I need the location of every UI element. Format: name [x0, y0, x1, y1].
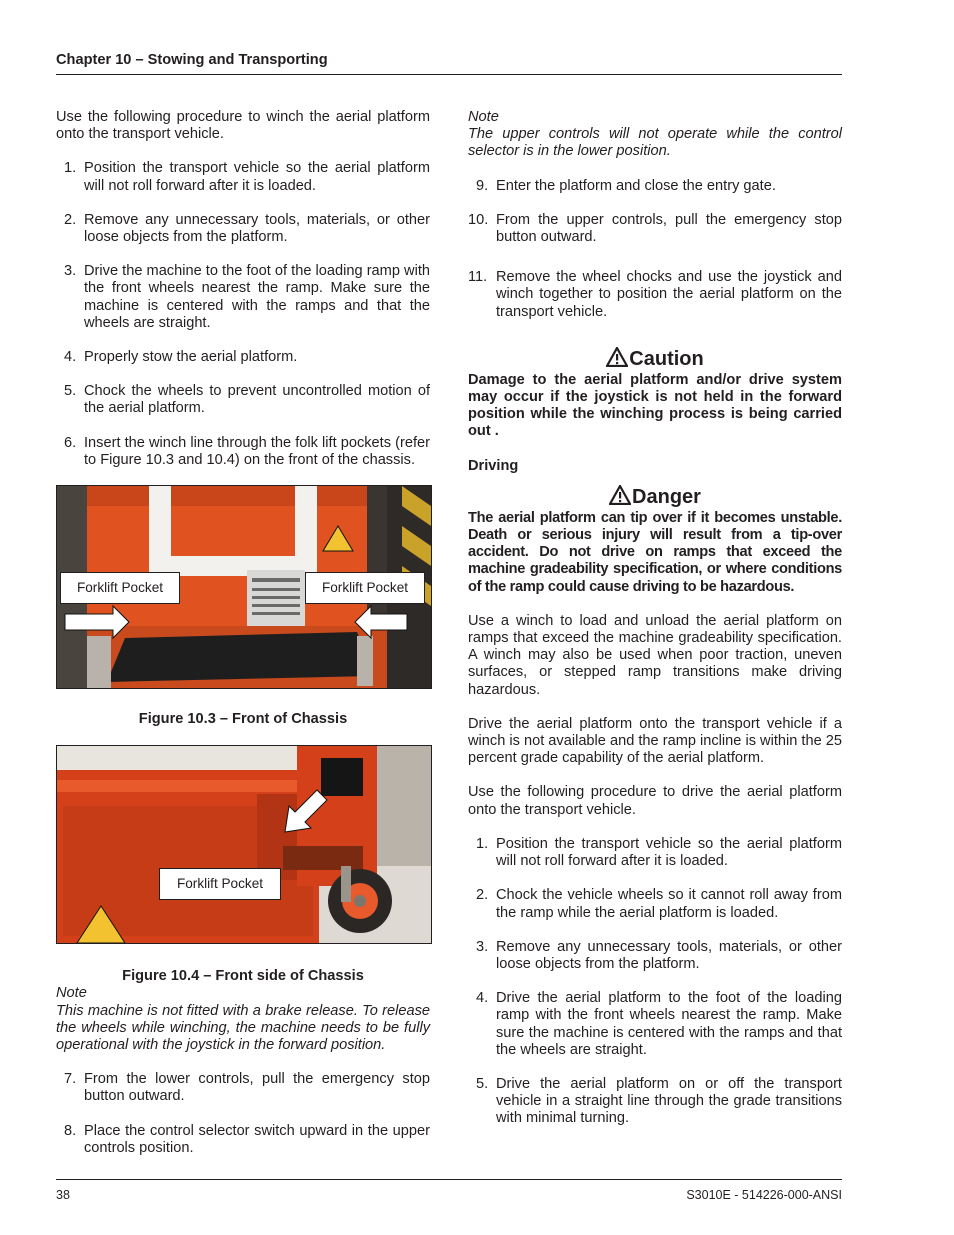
page-number: 38	[56, 1188, 70, 1202]
header-rule	[56, 74, 842, 75]
caution-heading	[468, 347, 842, 372]
step-text: Enter the platform and close the entry gate.	[496, 177, 776, 194]
figure-caption: Figure 10.4 – Front side of Chassis	[122, 968, 364, 985]
list-item	[468, 990, 842, 1059]
list-item	[56, 1071, 430, 1105]
step-text: Remove the wheel chocks and use the joystick and winch together to position the aerial platform on the transport vehicle.	[496, 269, 842, 320]
step-number: 2.	[476, 887, 489, 904]
list-item	[56, 435, 430, 469]
step-number: 10.	[468, 211, 489, 228]
step-number: 2.	[64, 211, 77, 228]
list-item	[468, 939, 842, 973]
list-item	[56, 349, 430, 366]
step-text: From the lower controls, pull the emergency stop button outward.	[84, 1071, 430, 1105]
step-number: 4.	[64, 349, 77, 366]
footer-rule	[56, 1179, 842, 1180]
step-text: From the upper controls, pull the emergency stop button outward.	[496, 211, 842, 246]
step-text: Remove any unnecessary tools, materials, or other loose objects from the platform.	[84, 211, 430, 246]
step-text: Chock the vehicle wheels so it cannot roll away from the ramp while the aerial platform is loaded.	[496, 887, 842, 921]
step-number: 8.	[64, 1122, 77, 1139]
caution-title: Caution	[629, 347, 704, 370]
left-column	[56, 109, 430, 1157]
note-label: Note	[468, 109, 499, 125]
list-item	[468, 887, 842, 921]
step-number: 11.	[468, 269, 488, 286]
callout-forklift-pocket: Forklift Pocket	[159, 868, 281, 900]
intro-paragraph: Use the following procedure to winch the aerial platform onto the transport vehicle.	[56, 109, 430, 143]
figure-front-of-chassis	[56, 485, 432, 689]
danger-heading	[468, 485, 842, 510]
list-item	[56, 212, 430, 246]
list-item	[468, 1076, 842, 1128]
list-item	[468, 836, 842, 870]
list-item	[56, 1123, 430, 1157]
step-text: Chock the wheels to prevent uncontrolled motion of the aerial platform.	[84, 383, 430, 417]
danger-text: The aerial platform can tip over if it becomes unstable. Death or serious injury will result from a tip-over accident. Do not drive on ramps that exceed the machine gradeability specification, or where conditions of the ramp could cause driving to be hazardous.	[468, 509, 842, 595]
chassis-side-photo	[57, 746, 431, 943]
caution-text: Damage to the aerial platform and/or drive system may occur if the joystick is not held in the forward position while the winching process is being carried out .	[468, 371, 842, 440]
step-text: Place the control selector switch upward in the upper controls position.	[84, 1122, 430, 1156]
procedure-intro: Use the following procedure to drive the aerial platform onto the transport vehicle.	[468, 784, 842, 818]
step-number: 4.	[476, 990, 489, 1007]
list-item	[56, 263, 430, 332]
step-text: Position the transport vehicle so the aerial platform will not roll forward after it is loaded.	[496, 835, 842, 870]
list-item	[468, 269, 842, 321]
winch-paragraph: Use a winch to load and unload the aerial platform on ramps that exceed the machine gradeability specification. A winch may also be used when poor traction, uneven surfaces, or stepped ramp transitions make driving hazardous.	[468, 612, 842, 698]
step-number: 5.	[476, 1075, 489, 1092]
step-number: 5.	[64, 383, 77, 400]
note-text: The upper controls will not operate while the control selector is in the lower position.	[468, 126, 842, 160]
callout-forklift-pocket-left: Forklift Pocket	[60, 572, 180, 604]
drive-paragraph: Drive the aerial platform onto the transport vehicle if a winch is not available and the ramp incline is within the 25 percent grade capability of the aerial platform.	[468, 715, 842, 767]
step-text: Drive the aerial platform to the foot of the loading ramp with the front wheels nearest the ramp. Make sure the machine is centered with the ramps and that the wheels are straight.	[496, 990, 842, 1058]
step-text: Insert the winch line through the folk lift pockets (refer to Figure 10.3 and 10.4) on the front of the chassis.	[84, 434, 430, 468]
warning-triangle-icon	[606, 347, 628, 372]
danger-title: Danger	[632, 485, 701, 508]
right-column	[468, 109, 842, 1128]
list-item	[468, 178, 842, 195]
callout-forklift-pocket-right: Forklift Pocket	[305, 572, 425, 604]
step-number: 1.	[476, 835, 489, 852]
step-number: 3.	[476, 938, 489, 955]
note-label: Note	[56, 985, 87, 1002]
note-text: This machine is not fitted with a brake release. To release the wheels while winching, the machine needs to be fully operational with the joystick in the forward position.	[56, 1002, 430, 1054]
step-text: Properly stow the aerial platform.	[84, 349, 298, 366]
step-number: 1.	[64, 160, 77, 177]
step-text: Drive the aerial platform on or off the transport vehicle in a straight line through the grade transitions with minimal turning.	[496, 1075, 842, 1127]
step-number: 9.	[476, 177, 489, 194]
step-text: Remove any unnecessary tools, materials, or other loose objects from the platform.	[496, 938, 842, 972]
document-id: S3010E - 514226-000-ANSI	[686, 1188, 842, 1202]
warning-triangle-icon	[609, 485, 631, 510]
figure-front-side-of-chassis	[56, 745, 432, 944]
step-number: 6.	[64, 434, 77, 451]
driving-heading: Driving	[468, 457, 519, 474]
figure-caption: Figure 10.3 – Front of Chassis	[138, 711, 348, 728]
step-number: 3.	[64, 263, 77, 280]
step-text: Position the transport vehicle so the aerial platform will not roll forward after it is loaded.	[84, 160, 430, 194]
list-item	[56, 160, 430, 194]
list-item	[468, 212, 842, 246]
chapter-header: Chapter 10 – Stowing and Transporting	[56, 52, 328, 68]
list-item	[56, 383, 430, 417]
step-text: Drive the machine to the foot of the loading ramp with the front wheels nearest the ramp. Make sure the machine is centered with the ramps and that the wheels are straight.	[84, 263, 430, 331]
step-number: 7.	[64, 1071, 77, 1088]
